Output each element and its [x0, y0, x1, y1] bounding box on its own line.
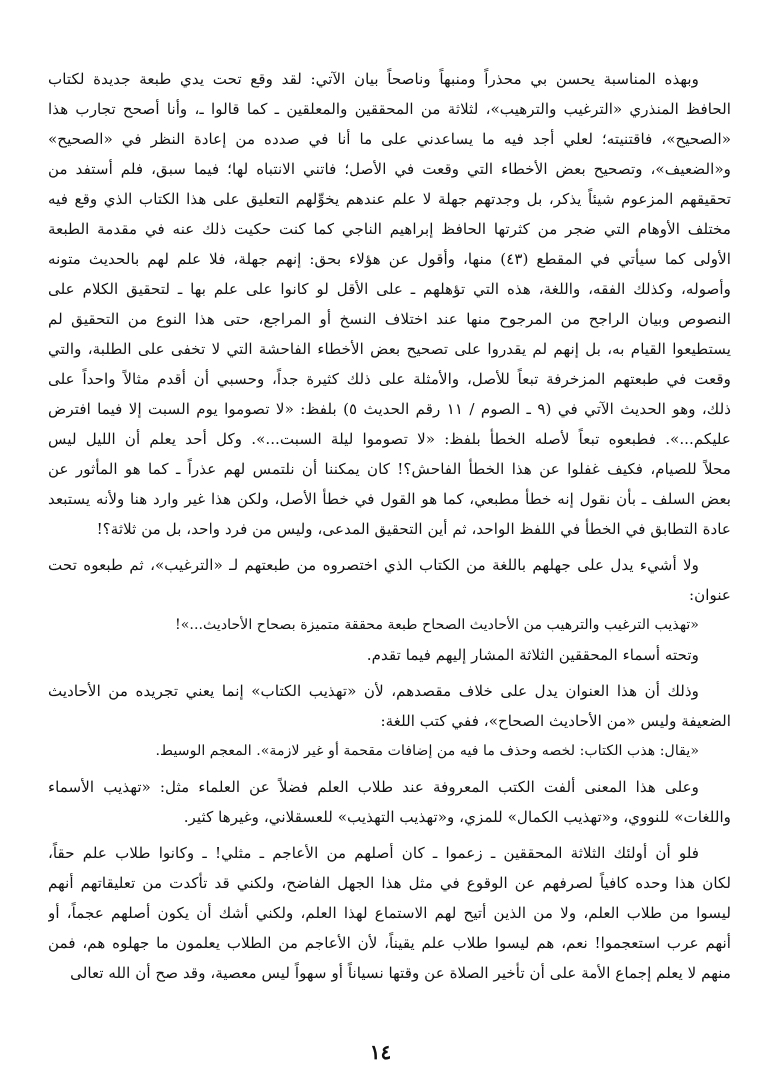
text-paragraph [48, 640, 731, 670]
text-line: ليسوا من طلاب العلم، ولا من الذين أتيح لهم الاستماع لهذا العلم، ولكني أشك أن يكون أصلهم عجماً، أو [48, 904, 731, 922]
text-paragraph [48, 838, 731, 988]
text-line: و«الضعيف»، وتصحيح بعض الأخطاء التي وقعت في الأصل؛ فاتني الانتباه لها؛ فيما سبق، فلم أستفد من [48, 160, 731, 178]
text-line: وذلك أن هذا العنوان يدل على خلاف مقصدهم، لأن «تهذيب الكتاب» إنما يعني تجريده من الأحاديث [48, 682, 699, 700]
quotation-paragraph [48, 736, 731, 766]
text-line: واللغات» للنووي، و«تهذيب الكمال» للمزي، و«تهذيب التهذيب» للعسقلاني، وغيرها كثير. [183, 808, 731, 826]
text-line: «الصحيح»، فاقتنيته؛ لعلي أجد فيه ما يساعدني على ما أنا في صدده من إعادة النظر في «الصحيح» [48, 130, 731, 148]
text-paragraph [48, 676, 731, 736]
text-paragraph [48, 772, 731, 832]
text-line: عليكم...». فطبعوه تبعاً لأصله الخطأ بلفظ: «لا تصوموا ليلة السبت...». وكل أحد يعلم أن الليل ليس [48, 430, 731, 448]
text-line: يستطيعوا القيام به، بل إنهم لم يقدروا على تصحيح بعض الأخطاء الفاحشة التي لا تخفى على الطلبة، والتي [48, 340, 731, 358]
text-line: بعض السلف ـ بأن نقول إنه خطأ مطبعي، كما هو القول في خطأ الأصل، ولكن هذا غير وارد هنا ولأنه يستبعد [48, 490, 731, 508]
text-line: تحقيقهم المزعوم شيئاً يذكر، بل وجدتهم جهلة لا علم عندهم يخوِّلهم التعليق على هذا الكتاب الذي وقع فيه [48, 190, 731, 208]
text-line: ولا أشيء يدل على جهلهم باللغة من الكتاب الذي اختصروه من طبعتهم لـ «الترغيب»، ثم طبعوه تحت [48, 556, 699, 574]
text-line: الحافظ المنذري «الترغيب والترهيب»، لثلاثة من المحققين والمعلقين ـ كما قالوا ـ، وأنا أصحح تجارب هذا [48, 100, 731, 118]
text-line: «تهذيب الترغيب والترهيب من الأحاديث الصحاح طبعة محققة متميزة بصحاح الأحاديث...»! [175, 617, 699, 633]
text-line: «يقال: هذب الكتاب: لخصه وحذف ما فيه من إضافات مقحمة أو غير لازمة». المعجم الوسيط. [155, 743, 699, 759]
text-line: ذلك، وهو الحديث الآتي في (٩ ـ الصوم / ١١ رقم الحديث ٥) بلفظ: «لا تصوموا يوم السبت إلا فيما افترض [48, 400, 731, 418]
text-paragraph [48, 64, 731, 544]
text-line: مختلف الأوهام التي ضجر من كثرتها الحافظ إبراهيم الناجي كما كنت حكيت ذلك عنه في مقدمة الطبعة [48, 220, 731, 238]
text-line: وأصوله، وكذلك الفقه، واللغة، هذه التي تؤهلهم ـ على الأقل لو كانوا على علم بها ـ لتحقيق الكلام على [48, 280, 731, 298]
text-line: وتحته أسماء المحققين الثلاثة المشار إليهم فيما تقدم. [366, 646, 699, 664]
page-body [48, 64, 731, 988]
quotation-paragraph [48, 610, 731, 640]
text-paragraph [48, 550, 731, 610]
text-line: عادة التطابق في الخطأ في اللفظ الواحد، ثم أين التحقيق المدعى، وليس من فرد واحد، بل من ثلاثة؟! [96, 520, 731, 538]
text-line: منهم لا يعلم إجماع الأمة على أن تأخير الصلاة عن وقتها نسياناً أو سهواً ليس معصية، وقد صح أن الله تعالى [70, 964, 731, 982]
text-line: النصوص وبيان الراجح من المرجوح منها عند اختلاف النسخ أو المراجع، حتى هذا النوع من التحقيق لم [48, 310, 731, 328]
text-line: وقعت في طبعتهم المزخرفة تبعاً للأصل، والأمثلة على ذلك كثيرة جداً، وحسبي أن أقدم مثالاً واحداً على [48, 370, 731, 388]
text-line: أنهم عرب استعجموا! نعم، هم ليسوا طلاب علم يقيناً، لأن الأعاجم من الطلاب يعلمون ما جهلوه هم، فمن [48, 934, 731, 952]
text-line: الضعيفة وليس «من الأحاديث الصحاح»، ففي كتب اللغة: [380, 712, 731, 730]
text-line: لكان هذا وحده كافياً لصرفهم عن الوقوع في مثل هذا الجهل الفاضح، ولكني قد تأكدت من تعليقاتهم أنهم [48, 874, 731, 892]
text-line: عنوان: [689, 586, 731, 604]
text-line: محلاً للصيام، فكيف غفلوا عن هذا الخطأ الفاحش؟! كان يمكننا أن نلتمس لهم عذراً ـ كما هو المأثور عن [48, 460, 731, 478]
text-line: الأولى كما سيأتي في المقطع (٤٣) منها، وأقول عن هؤلاء بحق: إنهم جهلة، فلا علم لهم بالحديث متونه [48, 250, 731, 268]
text-line: وبهذه المناسبة يحسن بي محذراً ومنبهاً وناصحاً بيان الآتي: لقد وقع تحت يدي طبعة جديدة لكتاب [48, 70, 699, 88]
text-line: فلو أن أولئك الثلاثة المحققين ـ زعموا ـ كان أصلهم من الأعاجم ـ مثلي! ـ وكانوا طلاب علم حقاً، [48, 844, 699, 862]
page-number: ١٤ [369, 1040, 392, 1064]
text-line: وعلى هذا المعنى ألفت الكتب المعروفة عند طلاب العلم فضلاً عن العلماء مثل: «تهذيب الأسماء [48, 778, 699, 796]
